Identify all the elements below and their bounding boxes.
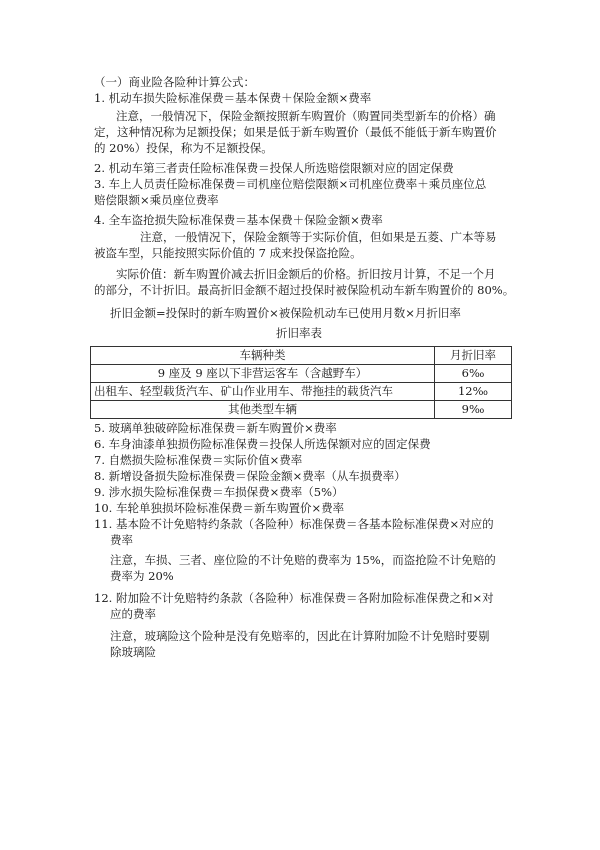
- table-cell: 12‰: [435, 383, 512, 401]
- item-4-note: 被盗车型，只能按照实际价值的 7 成来投保盗抢险。: [94, 246, 362, 260]
- actual-value-paragraph: 的部分，不计折旧。最高折旧金额不超过投保时被保险机动车新车购置价的 80%。: [94, 283, 515, 297]
- table-header: 月折旧率: [435, 347, 512, 365]
- item-8: 8. 新增设备损失险标准保费＝保险金额×费率（从车损费率）: [94, 469, 406, 483]
- table-header: 车辆种类: [91, 347, 435, 365]
- item-11-note: 费率为 20%: [110, 569, 174, 583]
- table-cell: 9 座及 9 座以下非营运客车（含越野车）: [91, 365, 435, 383]
- actual-value-paragraph: 实际价值：新车购置价减去折旧金额后的价格。折旧按月计算，不足一个月: [116, 267, 496, 281]
- item-12: 12. 附加险不计免赔特约条款（各险种）标准保费＝各附加险标准保费之和×对: [94, 591, 494, 605]
- item-4: 4. 全车盗抢损失险标准保费＝基本保费＋保险金额×费率: [94, 213, 383, 227]
- item-1-note: 定，这种情况称为足额投保；如果是低于新车购置价（最低不能低于新车购置价: [94, 125, 497, 139]
- item-11-note: 注意，车损、三者、座位险的不计免赔的费率为 15%，而盗抢险不计免赔的: [110, 553, 496, 567]
- item-11: 11. 基本险不计免赔特约条款（各险种）标准保费＝各基本险标准保费×对应的: [94, 517, 494, 531]
- item-3: 3. 车上人员责任险标准保费＝司机座位赔偿限额×司机座位费率＋乘员座位总: [94, 177, 487, 191]
- table-row: [91, 401, 512, 419]
- table-title: 折旧率表: [276, 326, 322, 340]
- item-3: 赔偿限额×乘员座位费率: [94, 193, 219, 207]
- table-row: [91, 383, 512, 401]
- item-12: 应的费率: [110, 607, 156, 621]
- depreciation-rate-table: [90, 346, 512, 419]
- section-heading: （一）商业险各险种计算公式：: [94, 75, 255, 89]
- table-cell: 6‰: [435, 365, 512, 383]
- item-10: 10. 车轮单独损坏险标准保费＝新车购置价×费率: [94, 501, 345, 515]
- item-9: 9. 涉水损失险标准保费＝车损保费×费率（5%）: [94, 485, 344, 499]
- item-1-note: 的 20%）投保，称为不足额投保。: [94, 141, 273, 155]
- item-6: 6. 车身油漆单独损伤险标准保费＝投保人所选保额对应的固定保费: [94, 437, 431, 451]
- table-row: [91, 365, 512, 383]
- item-1: 1. 机动车损失险标准保费＝基本保费＋保险金额×费率: [94, 91, 372, 105]
- item-12-note: 注意，玻璃险这个险种是没有免赔率的，因此在计算附加险不计免赔时要剔: [110, 629, 490, 643]
- table-cell: 其他类型车辆: [91, 401, 435, 419]
- table-cell: 9‰: [435, 401, 512, 419]
- item-2: 2. 机动车第三者责任险标准保费＝投保人所选赔偿限额对应的固定保费: [94, 161, 454, 175]
- item-7: 7. 自燃损失险标准保费＝实际价值×费率: [94, 453, 303, 467]
- depreciation-formula: 折旧金额=投保时的新车购置价×被保险机动车已使用月数×月折旧率: [110, 306, 461, 320]
- item-1-note: 注意，一般情况下，保险金额按照新车购置价（购置同类型新车的价格）确: [116, 109, 496, 123]
- item-5: 5. 玻璃单独破碎险标准保费＝新车购置价×费率: [94, 421, 337, 435]
- table-header-row: [91, 347, 512, 365]
- table-cell: 出租车、轻型载货汽车、矿山作业用车、带拖挂的载货汽车: [91, 383, 435, 401]
- item-12-note: 除玻璃险: [110, 645, 156, 659]
- item-4-note: 注意，一般情况下，保险金额等于实际价值，但如果是五菱、广本等易: [140, 230, 497, 244]
- item-11: 费率: [110, 533, 133, 547]
